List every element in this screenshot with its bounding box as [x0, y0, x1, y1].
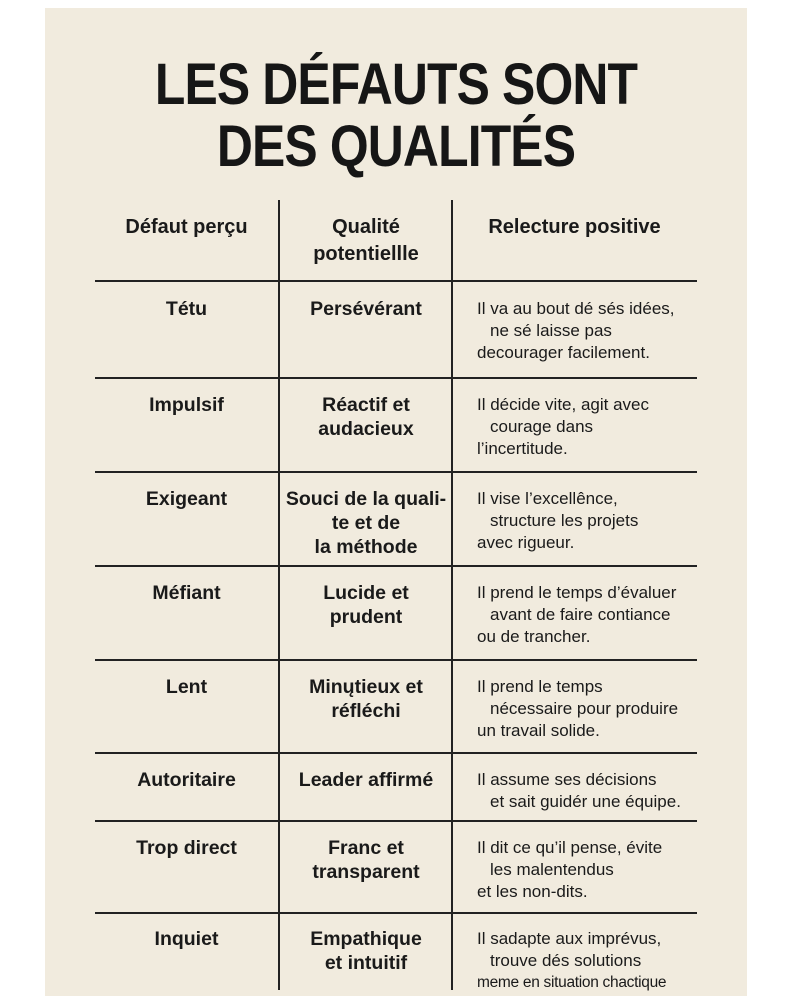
row-8-qualite-line: Empathique: [310, 928, 422, 950]
row-3-qualite-line: la méthode: [314, 536, 418, 558]
defauts-qualites-table: [95, 200, 697, 990]
row-divider: [95, 752, 697, 754]
row-5-relecture: [477, 676, 702, 742]
poster: [45, 8, 747, 996]
row-3-relecture-line: Il vise l’excellênce,: [477, 489, 618, 508]
row-divider: [95, 280, 697, 282]
row-4-qualite: [280, 581, 452, 629]
row-2-qualite: [280, 393, 452, 441]
row-1-qualite-line: Persévérant: [310, 298, 422, 320]
title-line-1: LES DÉFAUTS SONT: [154, 52, 638, 117]
row-3-defaut: Exigeant: [145, 488, 228, 510]
row-6-relecture-line: Il assume ses décisions: [477, 770, 657, 789]
row-divider: [95, 659, 697, 661]
row-6-qualite-line: Leader affirmé: [298, 769, 434, 791]
row-5-qualite: [280, 675, 452, 723]
row-7-qualite: [280, 836, 452, 884]
row-3-qualite-line: te et de: [331, 512, 401, 534]
row-1-relecture-line: Il va au bout dé sés idées,: [477, 299, 675, 318]
row-8-qualite: [280, 927, 452, 975]
row-4-relecture-line: Il prend le temps d’évaluer: [477, 583, 677, 602]
row-4-relecture-line: ou de trancher.: [477, 627, 591, 646]
row-divider: [95, 471, 697, 473]
row-8-relecture-line: trouve dés solutions: [490, 951, 642, 970]
row-8-qualite-line: et intuitif: [324, 952, 408, 974]
row-3-relecture: [477, 488, 702, 554]
title-line-2: DES QUALITÉS: [216, 114, 576, 179]
row-2-relecture-line: l’incertitude.: [477, 439, 568, 458]
header-relecture-positive: Relecture positive: [488, 216, 661, 238]
row-divider: [95, 377, 697, 379]
row-6-qualite: [280, 768, 452, 792]
header-qualite-line1: Qualité: [332, 216, 400, 238]
row-8-relecture-line: Il sadapte aux imprévus,: [477, 929, 662, 948]
header-qualite-line2: potentiellle: [313, 243, 419, 265]
row-3-qualite: [280, 487, 452, 559]
row-5-qualite-line: Minųtieux et: [309, 676, 423, 698]
row-3-relecture-line: avec rigueur.: [477, 533, 575, 552]
row-4-qualite-line: prudent: [329, 606, 403, 628]
row-2-relecture-line: Il décide vite, agit avec: [477, 395, 649, 414]
row-6-relecture-line: et sait guidér une équipe.: [490, 792, 681, 811]
row-4-relecture-line: avant de faire contiance: [490, 605, 671, 624]
row-7-relecture-line: et les non-dits.: [477, 882, 588, 901]
row-5-defaut: Lent: [165, 676, 208, 698]
row-1-relecture: [477, 298, 702, 364]
row-6-relecture: [477, 769, 702, 813]
row-divider: [95, 912, 697, 914]
row-2-defaut: Impulsif: [149, 394, 224, 416]
row-2-qualite-line: Réactif et: [322, 394, 410, 416]
row-2-qualite-line: audacieux: [318, 418, 414, 440]
row-divider: [95, 565, 697, 567]
row-7-relecture: [477, 837, 702, 903]
row-8-relecture: [477, 928, 702, 994]
row-6-defaut: Autoritaire: [137, 769, 236, 791]
row-7-qualite-line: transparent: [312, 861, 420, 883]
row-2-relecture: [477, 394, 702, 460]
header-defaut-percu: Défaut perçu: [125, 216, 248, 238]
poster-title: [94, 54, 698, 178]
row-5-relecture-line: un travail solide.: [477, 721, 600, 740]
row-1-relecture-line: ne sé laisse pas: [490, 321, 612, 340]
header-qualite-potentielle: [280, 214, 452, 268]
row-4-relecture: [477, 582, 702, 648]
row-7-defaut: Trop direct: [136, 837, 237, 859]
row-3-qualite-line: Souci de la quali-: [285, 488, 447, 510]
row-8-relecture-line: meme en situation chactique: [477, 974, 667, 991]
row-4-defaut: Méfiant: [152, 582, 221, 604]
row-5-relecture-line: nécessaire pour produire: [490, 699, 679, 718]
row-1-defaut: Tétu: [165, 298, 208, 320]
row-2-relecture-line: courage dans: [490, 417, 594, 436]
row-7-relecture-line: Il dit ce qu’il pense, évite: [477, 838, 663, 857]
row-1-qualite: [280, 297, 452, 321]
row-1-relecture-line: decourager facilement.: [477, 343, 650, 362]
row-4-qualite-line: Lucide et: [323, 582, 409, 604]
row-divider: [95, 820, 697, 822]
row-5-relecture-line: Il prend le temps: [477, 677, 603, 696]
row-8-defaut: Inquiet: [154, 928, 219, 950]
row-3-relecture-line: structure les projets: [490, 511, 639, 530]
row-7-qualite-line: Franc et: [328, 837, 404, 859]
row-7-relecture-line: les malentendus: [490, 860, 614, 879]
row-5-qualite-line: réfléchi: [331, 700, 401, 722]
